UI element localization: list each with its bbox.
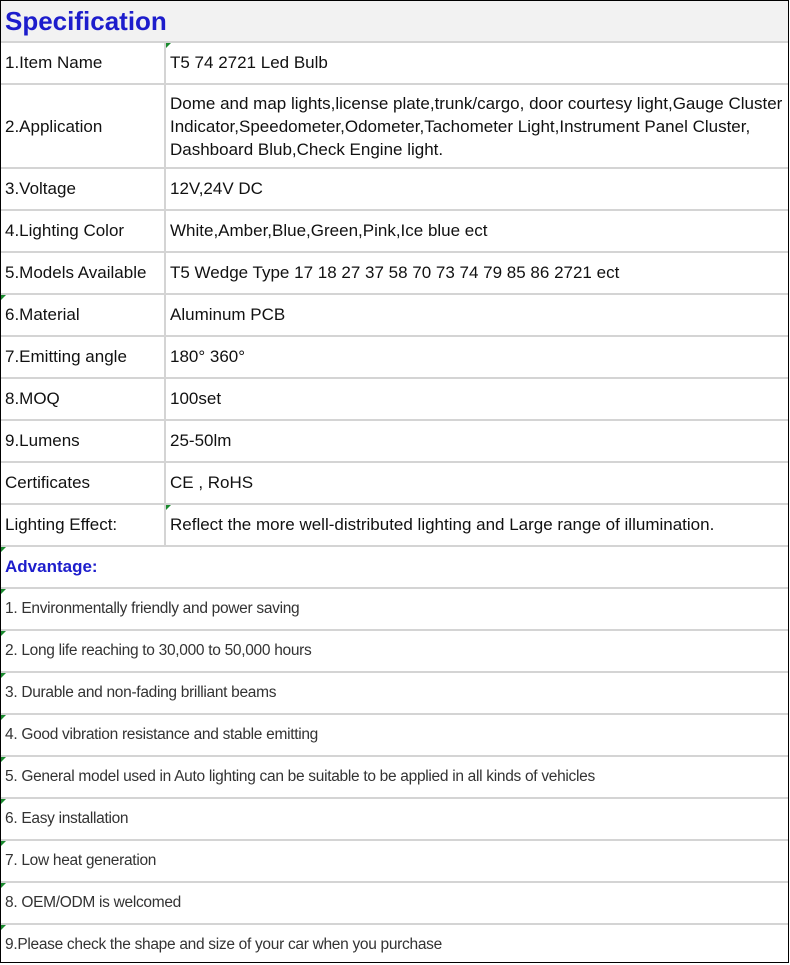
advantage-row [1,714,788,756]
advantage-table [1,547,788,965]
spec-value: 12V,24V DC [165,168,788,210]
advantage-text: 4. Good vibration resistance and stable emitting [5,726,319,743]
spec-row-voltage [1,168,788,210]
spec-label: Certificates [1,462,165,504]
advantage-text: 2. Long life reaching to 30,000 to 50,000 hours [5,642,312,659]
advantage-heading-row [1,547,788,588]
advantage-row [1,924,788,965]
advantage-row [1,840,788,882]
spec-value [165,504,788,546]
spec-label: 7.Emitting angle [1,336,165,378]
advantage-item [1,882,788,924]
spec-value-text: T5 74 2721 Led Bulb [170,53,328,72]
spec-row-lumens [1,420,788,462]
spec-row-lighting-effect [1,504,788,546]
advantage-text: 7. Low heat generation [5,852,157,869]
cell-comment-marker [166,505,171,510]
spec-table [1,43,788,547]
spec-value: 180° 360° [165,336,788,378]
spec-value: White,Amber,Blue,Green,Pink,Ice blue ect [165,210,788,252]
spec-label: 1.Item Name [1,43,165,84]
spec-value [165,43,788,84]
advantage-row [1,588,788,630]
advantage-text: 3. Durable and non-fading brilliant beams [5,684,277,701]
spec-value-text: Reflect the more well-distributed lighting and Large range of illumination. [170,515,715,534]
spec-label: 2.Application [1,84,165,168]
spec-row-certificates [1,462,788,504]
page-title: Specification [5,5,167,36]
title-row [1,1,788,43]
spec-label: 9.Lumens [1,420,165,462]
spec-value: T5 Wedge Type 17 18 27 37 58 70 73 74 79 85 86 2721 ect [165,252,788,294]
advantage-row [1,672,788,714]
advantage-row [1,630,788,672]
spec-row-emitting-angle [1,336,788,378]
advantage-item [1,588,788,630]
spec-value: 100set [165,378,788,420]
cell-comment-marker [1,631,6,636]
spec-value: Aluminum PCB [165,294,788,336]
cell-comment-marker [1,841,6,846]
cell-comment-marker [1,715,6,720]
cell-comment-marker [1,925,6,930]
spec-label-text: 6.Material [5,305,80,324]
advantage-row [1,798,788,840]
advantage-row [1,756,788,798]
advantage-row [1,882,788,924]
spec-label: Lighting Effect: [1,504,165,546]
spec-row-lighting-color [1,210,788,252]
advantage-item [1,714,788,756]
spec-row-application [1,84,788,168]
spec-row-item-name [1,43,788,84]
advantage-item [1,672,788,714]
cell-comment-marker [166,43,171,48]
advantage-text: 8. OEM/ODM is welcomed [5,894,181,911]
cell-comment-marker [1,883,6,888]
spec-label: 5.Models Available [1,252,165,294]
cell-comment-marker [1,295,6,300]
cell-comment-marker [1,589,6,594]
cell-comment-marker [1,757,6,762]
cell-comment-marker [1,799,6,804]
spec-label: 4.Lighting Color [1,210,165,252]
cell-comment-marker [1,673,6,678]
advantage-item [1,840,788,882]
spec-label [1,294,165,336]
advantage-text: 6. Easy installation [5,810,129,827]
spec-value: CE , RoHS [165,462,788,504]
spec-value: Dome and map lights,license plate,trunk/cargo, door courtesy light,Gauge Cluster Indicator,Speedometer,Odometer,Tachometer Light,Instrument Panel Cluster, Dashboard Blub,Check Engine light. [165,84,788,168]
advantage-heading [1,547,788,588]
advantage-item [1,756,788,798]
spec-row-material [1,294,788,336]
advantage-text: 1. Environmentally friendly and power saving [5,600,300,617]
spec-label: 3.Voltage [1,168,165,210]
advantage-text: 9.Please check the shape and size of your car when you purchase [5,936,442,953]
spec-row-moq [1,378,788,420]
advantage-item [1,630,788,672]
advantage-item [1,924,788,965]
spec-row-models [1,252,788,294]
advantage-text: 5. General model used in Auto lighting can be suitable to be applied in all kinds of vehicles [5,768,595,785]
spec-label: 8.MOQ [1,378,165,420]
advantage-item [1,798,788,840]
spec-value: 25-50lm [165,420,788,462]
advantage-heading-text: Advantage: [5,557,98,576]
cell-comment-marker [1,547,6,552]
